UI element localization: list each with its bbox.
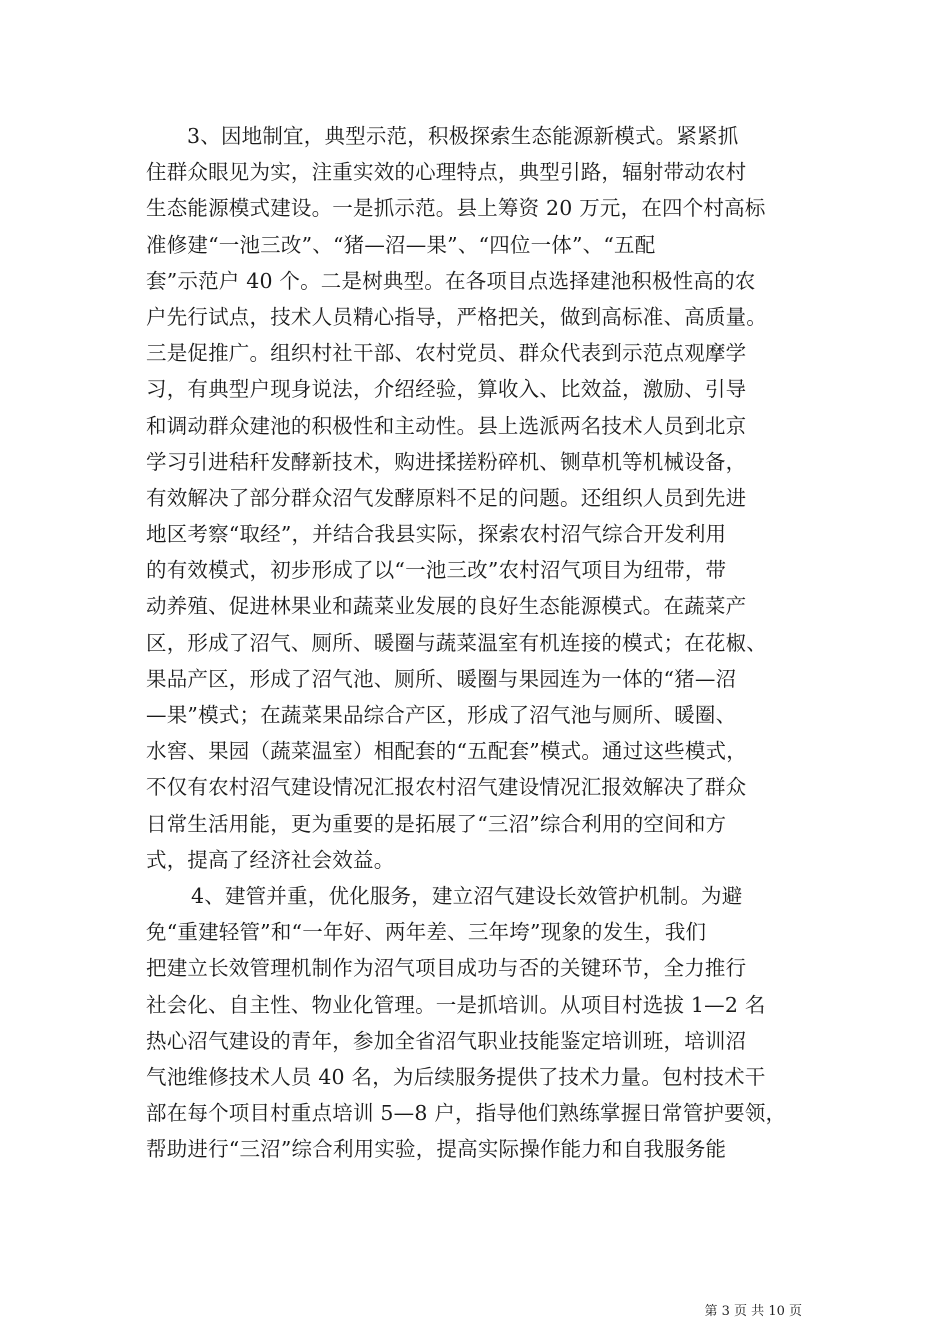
body-text <box>146 118 806 1167</box>
text-line: 不仅有农村沼气建设情况汇报农村沼气建设情况汇报效解决了群众 <box>146 775 747 800</box>
text-line: 和调动群众建池的积极性和主动性。县上选派两名技术人员到北京 <box>146 413 747 438</box>
text-line: 生态能源模式建设。一是抓示范。县上筹资 20 万元，在四个村高标 <box>146 196 766 221</box>
text-line: 式，提高了经济社会效益。 <box>146 847 395 872</box>
text-line: 地区考察“取经”，并结合我县实际，探索农村沼气综合开发利用 <box>146 522 727 547</box>
text-line: 习，有典型户现身说法，介绍经验，算收入、比效益，激励、引导 <box>146 377 747 402</box>
paragraph-3-start: 3、因地制宜，典型示范，积极探索生态能源新模式。紧紧抓 <box>187 124 739 148</box>
text-line: 户先行试点，技术人员精心指导，严格把关，做到高标准、高质量。 <box>146 304 767 329</box>
text-line: 三是促推广。组织村社干部、农村党员、群众代表到示范点观摩学 <box>146 341 747 366</box>
text-line: 社会化、自主性、物业化管理。一是抓培训。从项目村选拔 1—2 名 <box>146 992 766 1017</box>
text-line: 住群众眼见为实，注重实效的心理特点，典型引路，辐射带动农村 <box>146 160 747 185</box>
text-line: 学习引进秸秆发酵新技术，购进揉搓粉碎机、铡草机等机械设备， <box>146 449 747 474</box>
text-line: 水窖、果园（蔬菜温室）相配套的“五配套”模式。通过这些模式， <box>146 739 747 764</box>
text-line: 区，形成了沼气、厕所、暖圈与蔬菜温室有机连接的模式；在花椒、 <box>146 630 767 655</box>
text-line: 把建立长效管理机制作为沼气项目成功与否的关键环节，全力推行 <box>146 956 747 981</box>
text-line: 帮助进行“三沼”综合利用实验，提高实际操作能力和自我服务能 <box>146 1137 727 1162</box>
text-line: 有效解决了部分群众沼气发酵原料不足的问题。还组织人员到先进 <box>146 485 747 510</box>
text-line: 的有效模式，初步形成了以“一池三改”农村沼气项目为纽带，带 <box>146 558 727 583</box>
text-line: 日常生活用能，更为重要的是拓展了“三沼”综合利用的空间和方 <box>146 811 727 836</box>
text-line: 准修建“一池三改”、“猪—沼—果”、“四位一体”、“五配 <box>146 232 656 257</box>
text-line: 果品产区，形成了沼气池、厕所、暖圈与果园连为一体的“猪—沼 <box>146 666 737 691</box>
text-line: 部在每个项目村重点培训 5—8 户，指导他们熟练掌握日常管护要领， <box>146 1101 787 1126</box>
text-line: 套”示范户 40 个。二是树典型。在各项目点选择建池积极性高的农 <box>146 268 756 293</box>
paragraph-4-start: 4、建管并重，优化服务，建立沼气建设长效管护机制。为避 <box>191 883 743 908</box>
text-line: 热心沼气建设的青年，参加全省沼气职业技能鉴定培训班，培训沼 <box>146 1028 747 1053</box>
text-line: 动养殖、促进林果业和蔬菜业发展的良好生态能源模式。在蔬菜产 <box>146 594 747 619</box>
text-line: —果”模式；在蔬菜果品综合产区，形成了沼气池与厕所、暖圈、 <box>146 703 737 727</box>
text-line: 免“重建轻管”和“一年好、两年差、三年垮”现象的发生，我们 <box>146 920 707 945</box>
text-line: 气池维修技术人员 40 名，为后续服务提供了技术力量。包村技术干 <box>146 1064 766 1089</box>
page-number: 第 3 页 共 10 页 <box>704 1304 802 1319</box>
